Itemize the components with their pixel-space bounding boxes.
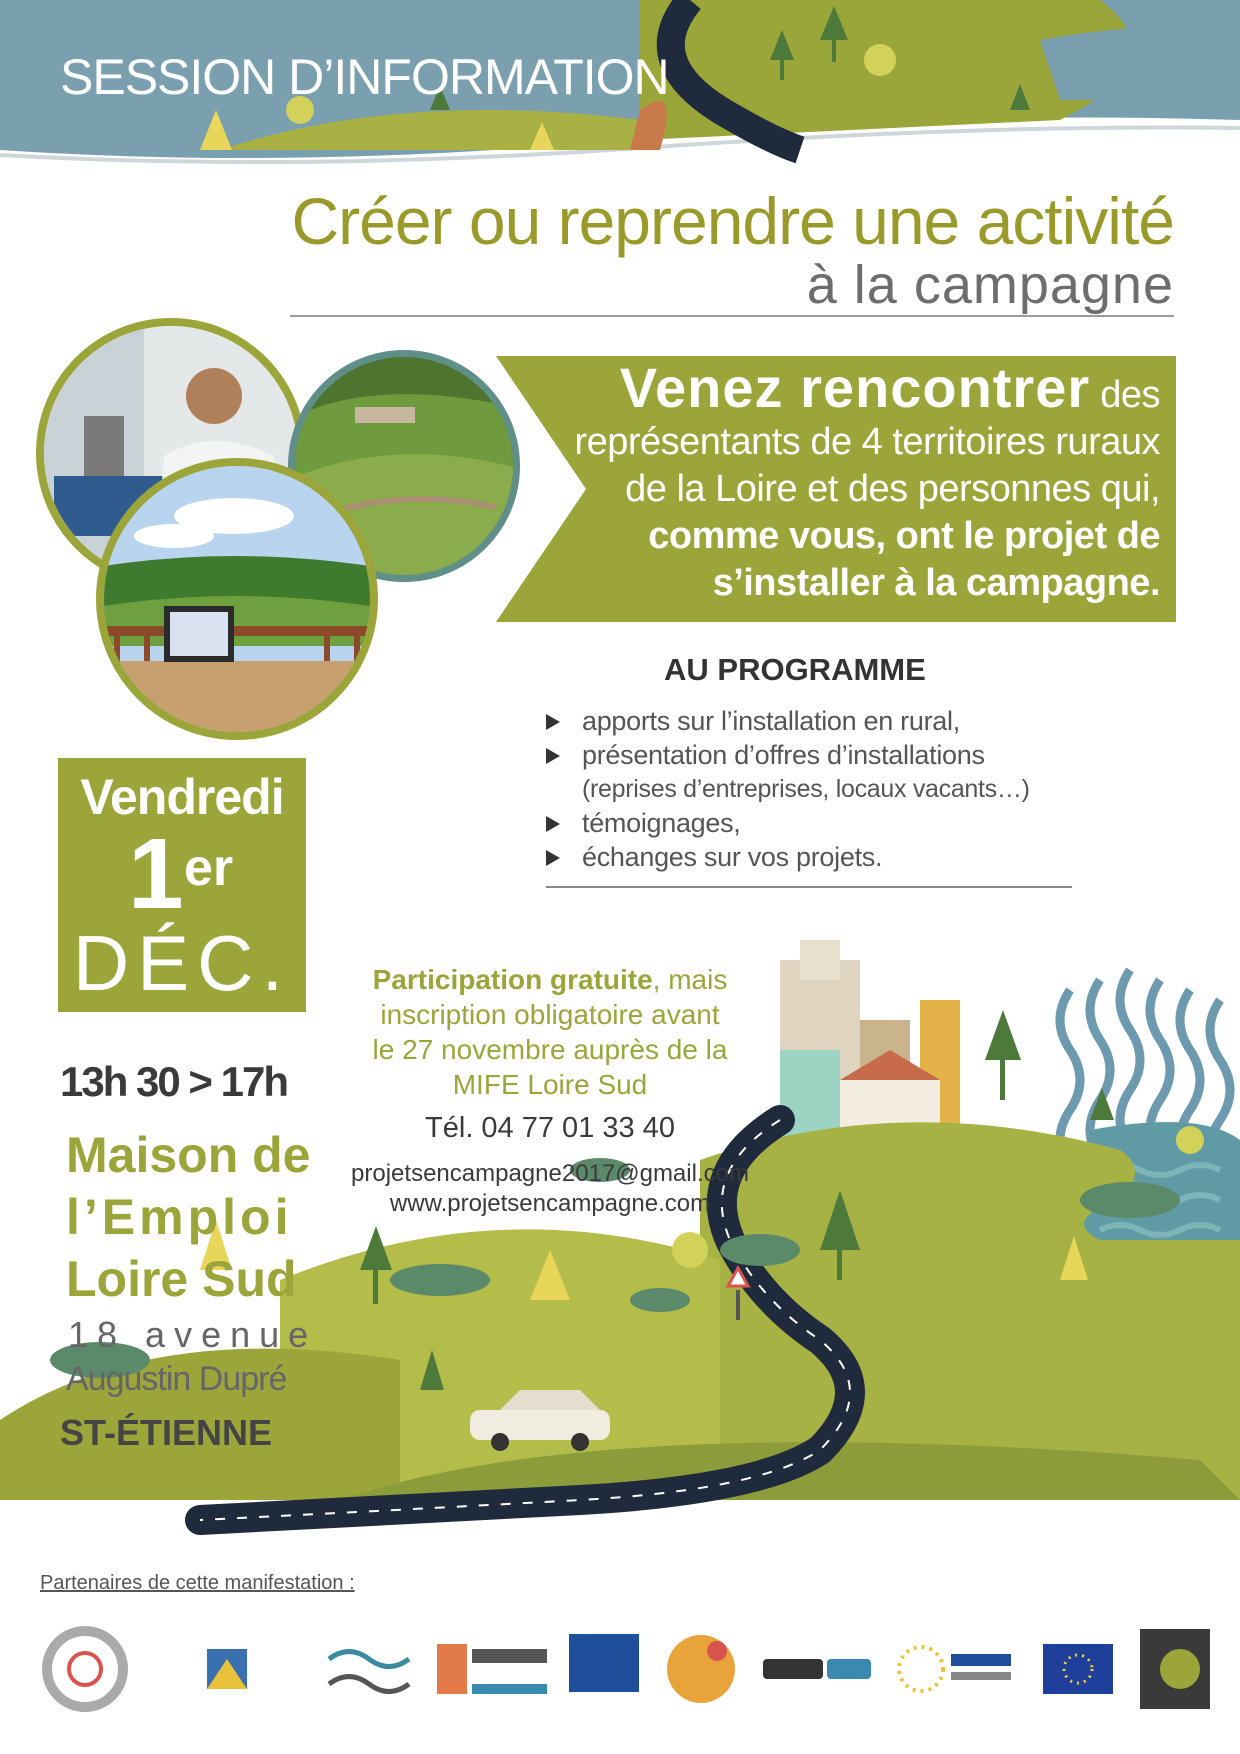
contact-phone: Tél. 04 77 01 33 40 [425, 1112, 675, 1144]
event-date-box [58, 758, 306, 1012]
callout-line-2: représentants de 4 territoires ruraux [574, 421, 1160, 463]
event-day: Vendredi [80, 769, 284, 825]
callout-line-3: de la Loire et des personnes qui, [625, 468, 1160, 510]
partner-logo-leader [1140, 1624, 1210, 1714]
address-line-1: 18 avenue [68, 1314, 318, 1355]
programme-item-detail: (reprises d’entreprises, locaux vacants…) [582, 775, 1030, 803]
partner-logo-region-aura [896, 1624, 1016, 1714]
participation-free-label: Participation gratuite [372, 964, 653, 995]
programme-heading: AU PROGRAMME [664, 652, 926, 687]
event-day-number: 1 [128, 818, 184, 930]
programme-item: apports sur l’installation en rural, [542, 704, 1102, 738]
partner-logo-site-de-proximite [437, 1624, 547, 1714]
partner-logo-citeslab [763, 1624, 873, 1714]
session-title: SESSION D’INFORMATION [60, 49, 669, 105]
venue-line-1: Maison de [66, 1127, 311, 1183]
callout-headline: Venez rencontrer [619, 356, 1091, 419]
title-line-1: Créer ou reprendre une activité [291, 184, 1174, 258]
address-line-2: Augustin Dupré [66, 1360, 287, 1398]
bullet-triangle-icon [546, 748, 560, 764]
website-link[interactable]: www.projetsencampagne.com [389, 1190, 711, 1217]
event-day-suffix: er [184, 839, 234, 897]
callout-line-5: s’installer à la campagne. [712, 562, 1160, 604]
event-month: DÉC. [72, 919, 292, 1007]
page-title [292, 186, 1175, 314]
partner-logo-pilat-rhodanien [40, 1624, 130, 1714]
programme-list [542, 704, 1102, 874]
programme-item: présentation d’offres d’installations [542, 738, 1102, 772]
partner-logo-monts-du-pilat [152, 1624, 302, 1714]
bullet-triangle-icon [546, 714, 560, 730]
title-divider [290, 315, 1174, 317]
event-venue [66, 1124, 310, 1310]
laptop-countryside-photo [96, 458, 378, 740]
programme-item: échanges sur vos projets. [542, 840, 1102, 874]
bullet-triangle-icon [546, 816, 560, 832]
title-line-2: à la campagne [806, 255, 1174, 315]
programme-item: témoignages, [542, 806, 1102, 840]
partner-logo-cap-rural [661, 1624, 741, 1714]
callout-line-4: comme vous, ont le projet de [648, 515, 1160, 557]
participation-info: Participation gratuite, mais inscription obligatoire avant le 27 novembre auprès de la MIFE Loire Sud [372, 964, 728, 1100]
event-time: 13h 30 > 17h [60, 1058, 287, 1105]
partner-logo-mife [569, 1624, 639, 1714]
contact-email-link[interactable]: projetsencampagne2017@gmail.com [351, 1160, 749, 1187]
venue-line-2: l’Emploi [66, 1189, 293, 1245]
bullet-triangle-icon [546, 850, 560, 866]
partners-label: Partenaires de cette manifestation : [40, 1572, 355, 1594]
programme-divider [546, 886, 1072, 888]
partner-logo-loire-forez [324, 1624, 414, 1714]
venue-line-3: Loire Sud [66, 1251, 297, 1307]
event-city: ST-ÉTIENNE [60, 1412, 273, 1453]
partner-logo-union-europeenne [1038, 1624, 1118, 1714]
callout-text: Venez rencontrer des représentants de 4 territoires ruraux de la Loire et des personnes qui, comme vous, ont le projet de s’installer à la campagne. [540, 364, 1160, 607]
partners-logos [40, 1614, 1210, 1724]
